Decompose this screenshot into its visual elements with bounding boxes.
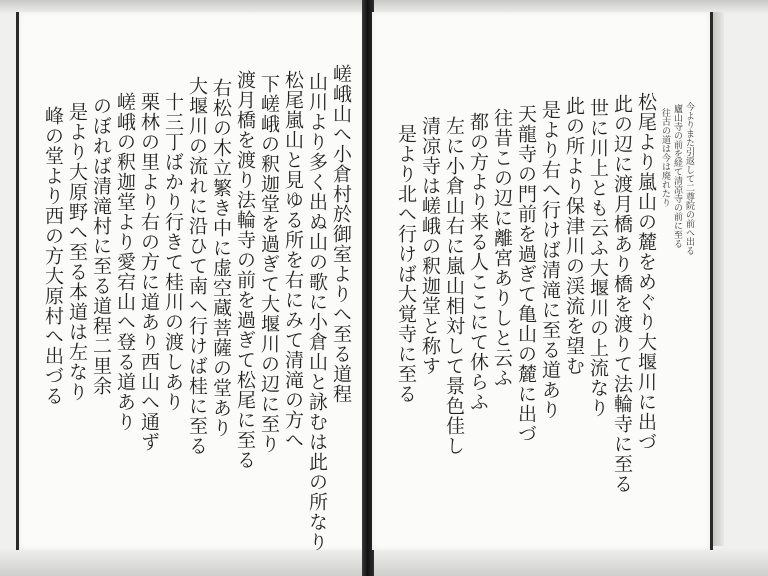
- margin-note: 廬山寺の前を経て清凉寺の前に至る: [672, 104, 682, 248]
- text-column: 松尾より嵐山の麓をめぐり大堰川に出づ: [635, 92, 657, 452]
- text-column: 峰の堂より西の方大原村へ出づる: [42, 106, 64, 406]
- text-column: 清凉寺は嵯峨の釈迦堂と称す: [419, 116, 441, 376]
- text-column: 此の所より保津川の渓流を望む: [563, 96, 585, 376]
- text-column: 是より大原野へ至る本道は左なり: [66, 102, 88, 402]
- left-page: [16, 12, 369, 550]
- text-column: 天龍寺の門前を過ぎて亀山の麓に出づ: [515, 104, 537, 444]
- text-column: 世に川上とも云ふ大堰川の上流なり: [587, 98, 609, 418]
- text-column: 栗林の里より右の方に道あり西山へ通ず: [138, 92, 160, 452]
- text-column: 十三丁ばかり行きて桂川の渡しあり: [162, 92, 184, 412]
- text-column: 是より北へ行けば大覚寺に至る: [395, 124, 417, 404]
- text-column: 左に小倉山右に嵐山相対して景色佳し: [443, 116, 465, 456]
- text-column: 松尾嵐山と見ゆる所を右にみて清滝の方へ: [282, 70, 304, 450]
- text-column: のぼれば清滝村に至る道程二里余: [90, 96, 112, 396]
- text-column: 山川より多く出ぬ山の歌に小倉山と詠むは此の所なり: [306, 72, 328, 552]
- text-column: 渡月橋を渡り法輪寺の前を過ぎて松尾に至る: [234, 70, 256, 470]
- margin-note: 往古の道は今は廃れたり: [660, 108, 670, 207]
- text-column: 下嵯峨の釈迦堂を過ぎて大堰川の辺に至り: [258, 74, 280, 454]
- text-column: 此の辺に渡月橋あり橋を渡りて法輪寺に至る: [611, 94, 633, 494]
- bottom-page-edge: [0, 546, 768, 576]
- text-column: 都の方より来る人ここにて休らふ: [467, 112, 489, 412]
- text-column: 右松の木立繁き中に虚空蔵菩薩の堂あり: [210, 78, 232, 438]
- margin-note: 今よりまた引返して二尊院の前へ出る: [684, 102, 694, 255]
- text-column: 嵯峨山へ小倉村於御室よりへ至る道程: [330, 64, 352, 404]
- text-column: 往昔この辺に離宮ありしと云ふ: [491, 108, 513, 388]
- text-column: 是より右へ行けば清滝に至る道あり: [539, 100, 561, 420]
- right-page: [372, 12, 713, 550]
- text-column: 大堰川の流れに沿ひて南へ行けば桂に至る: [186, 76, 208, 456]
- text-column: 嵯峨の釈迦堂より愛宕山へ登る道あり: [114, 92, 136, 432]
